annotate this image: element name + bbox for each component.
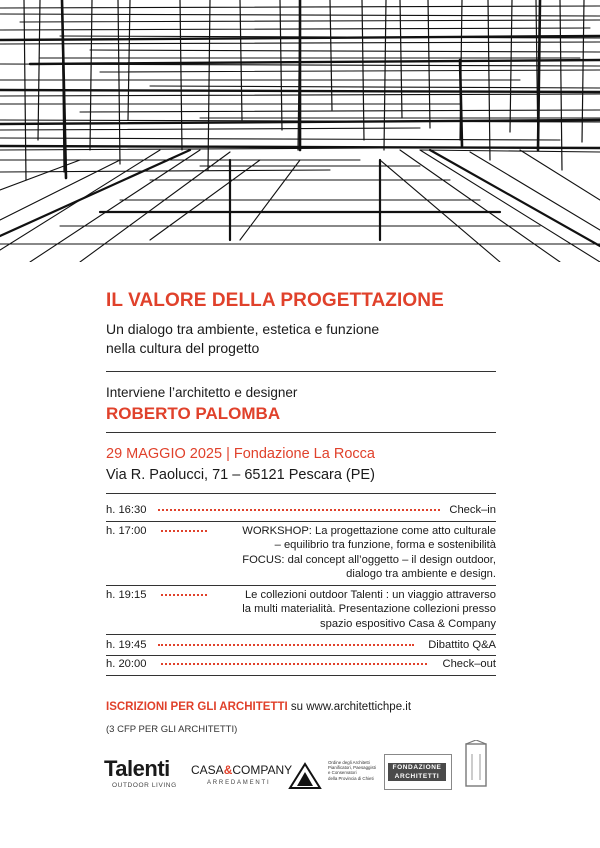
divider [106,675,496,676]
casa-word: CASA [191,763,224,777]
talenti-tagline: OUTDOOR LIVING [112,782,177,789]
building-mark-icon [463,740,489,790]
ordine-emblem-icon [288,762,322,790]
schedule-time: h. 19:15 [106,589,147,601]
subtitle-line-2: nella cultura del progetto [106,340,260,356]
dotted-leader [161,594,207,596]
ordine-line: della Provincia di Chieti [328,775,374,781]
company-word: COMPANY [232,763,293,777]
casa-tagline: ARREDAMENTI [207,780,271,786]
schedule-text: Check–in [449,504,496,516]
ordine-line: Pianificatori, Paesaggisti [328,765,376,771]
schedule-text-line: dialogo tra ambiente e design. [346,567,496,580]
fondazione-badge [388,763,446,781]
divider [106,493,496,494]
schedule-text-line: spazio espositivo Casa & Company [320,617,496,630]
ordine-line: e Conservatori [328,770,357,776]
schedule-text-line: Le collezioni outdoor Talenti : un viaggio attraverso [244,589,496,601]
registration-label: ISCRIZIONI PER GLI ARCHITETTI [106,701,288,713]
schedule-text: Dibattito Q&A [428,639,496,651]
talenti-logo [104,758,177,789]
event-date-venue: 29 MAGGIO 2025 | Fondazione La Rocca [106,446,375,462]
speaker-name: ROBERTO PALOMBA [106,404,281,423]
schedule-time: h. 19:45 [106,639,147,651]
event-address: Via R. Paolucci, 71 – 65121 Pescara (PE) [106,467,375,483]
registration-info [106,701,411,713]
schedule-text-line: FOCUS: dal concept all’oggetto – il design outdoor, [242,553,496,566]
schedule-time: h. 16:30 [106,504,147,516]
schedule-text: Check–out [442,658,496,670]
schedule-item [106,524,496,582]
cfp-note: (3 CFP PER GLI ARCHITETTI) [106,724,238,735]
schedule-time: h. 20:00 [106,658,147,670]
dotted-leader [161,530,207,532]
divider [106,521,496,522]
schedule-item [106,588,496,632]
divider [106,371,496,372]
event-subtitle [106,320,496,358]
ordine-text [328,760,376,781]
schedule-text [242,524,496,581]
divider [106,585,496,586]
schedule-text-line: – equilibrio tra funzione, forma e sostenibilità [274,539,496,552]
speaker-intro: Interviene l’architetto e designer [106,385,298,400]
event-info [106,290,496,494]
registration-link[interactable]: su www.architettichpe.it [290,701,412,713]
fondazione-line: FONDAZIONE [392,764,442,771]
talenti-wordmark: Talenti [104,756,170,781]
schedule-text-line: WORKSHOP: La progettazione come atto culturale [242,525,496,537]
divider [106,432,496,433]
ordine-line: Ordine degli Architetti [328,760,370,765]
ordine-architetti-logo [288,758,388,798]
fondazione-line: ARCHITETTI [394,773,440,780]
schedule-text [242,588,496,631]
fondazione-architetti-logo [384,754,452,790]
dotted-leader [161,663,427,665]
subtitle-line-1: Un dialogo tra ambiente, estetica e funzione [106,321,380,337]
sponsor-logos [0,738,600,798]
architectural-sketch-image [0,0,600,262]
schedule-text-line: la multi materialità. Presentazione collezioni presso [242,603,496,616]
divider [106,634,496,635]
schedule-time: h. 17:00 [106,525,147,537]
dotted-leader [158,509,440,511]
ampersand-icon: & [223,763,233,777]
event-title: IL VALORE DELLA PROGETTAZIONE [106,290,444,311]
divider [106,655,496,656]
dotted-leader [158,644,414,646]
casa-company-logo [191,764,292,786]
